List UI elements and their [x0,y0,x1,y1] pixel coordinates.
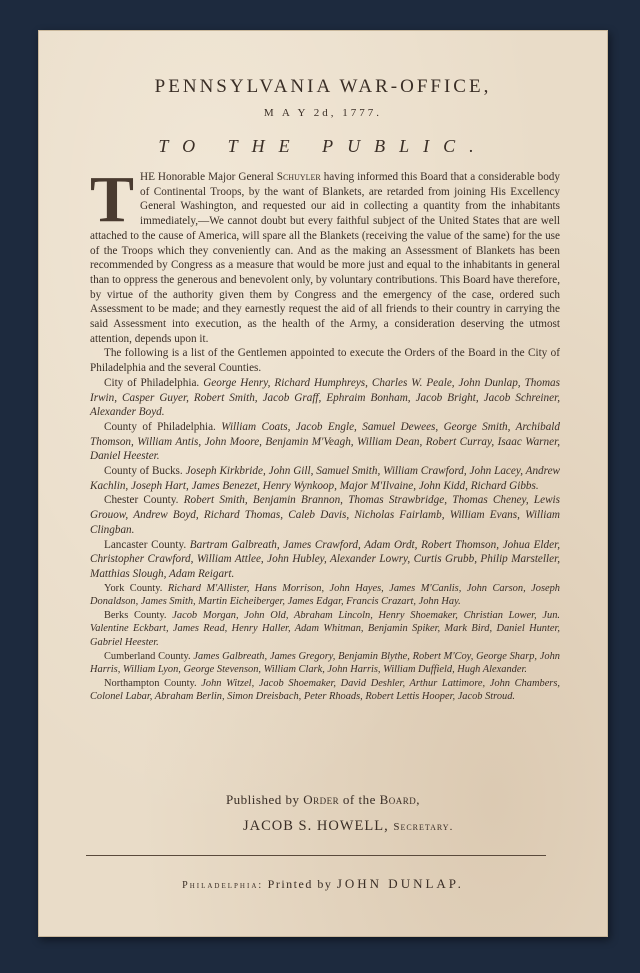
county-entry [90,582,560,609]
county-name: York County. [104,582,163,594]
county-entry [90,464,560,493]
county-entry [90,493,560,537]
imprint-printer: JOHN DUNLAP. [336,876,464,891]
board-word: Board, [379,792,421,807]
order-word: Order [303,792,340,807]
published-prefix: Published by [225,792,304,807]
county-members: Bartram Galbreath, James Crawford, Adam Ordt, Robert Thomson, Johua Elder, Christopher Crawford, William Attlee, John Hubley, Alexander Lowry, Curtis Grubb, Philip Marsteller, Matthias Slough, Adam Reigart. [90,538,561,580]
county-name: Cumberland County. [104,650,191,662]
secretary-title: Secretary. [393,821,454,833]
county-members: George Henry, Richard Humphreys, Charles W. Peale, John Dunlap, Thomas Irwin, Casper Guyer, Robert Smith, Jacob Graff, Ephraim Bonham, Jacob Bright, Jacob Schreiner, Alexander Boyd. [90,376,561,419]
county-name: County of Philadelphia. [104,420,216,433]
divider [86,855,546,856]
published-middle: of the [339,792,380,807]
county-members: Joseph Kirkbride, John Gill, Samuel Smith, William Crawford, John Lacey, Andrew Kachlin, Joseph Hart, James Benezet, Henry Wynkoop, Major M'Ilvaine, John Kidd, Richard Gibbs. [90,465,561,492]
imprint-line [38,876,608,892]
imprint-printed-by: Printed by [263,877,337,891]
salutation: TO THE PUBLIC. [158,136,488,156]
county-name: City of Philadelphia. [104,376,200,389]
county-entry [90,677,560,704]
county-members: Robert Smith, Benjamin Brannon, Thomas Strawbridge, Thomas Cheney, Lewis Grouow, Andrew Boyd, Richard Thomas, Caleb Davis, Nicholas Fairlamb, William Evans, William Clingban. [90,494,560,536]
notice-paragraph-rest: having informed this Board that a considerable body of Continental Troops, by the want of Blankets, are retarded from joining His Excellency General Washington, and requested our aid in collecting a quantity from the inhabitants immediately,—We cannot doubt but every faithful subject of the United States that are well attached to the cause of America, will spare all the Blankets (receiving the value of the same) for the use of the Troops which they conveniently can. And as the making an Assessment of Blankets has been recommended by Congress as a measure that would be more just and equal to the inhabitants in general than to oppress the generous and benevolent only, by voluntary contributions. This Board have therefore, by virtue of the authority given them by Congress and the emergency of the case, ordered such Assessment to be made; and they earnestly request the aid of all friends to their country in carrying the said Assessment into execution, as the health of the Army, a consideration deserving the utmost attention, depends upon it. [90,171,560,345]
signature-line [243,818,453,835]
county-members: Jacob Morgan, John Old, Abraham Lincoln, Henry Shoemaker, Christian Lower, Jun. Valentine Eckbart, James Read, Henry Haller, Adam Whitman, Benjamin Spiker, Mark Bird, Daniel Hunter, Gabriel Heester. [90,609,560,649]
imprint-city: Philadelphia: [182,880,264,891]
county-entry [90,420,560,464]
county-members: Richard M'Allister, Hans Morrison, John Hayes, James M'Canlis, John Carson, Joseph Donaldson, James Smith, Martin Eicheiberger, James Edgar, Francis Crazart, John Hay. [90,582,560,608]
secretary-name: JACOB S. HOWELL, [243,818,389,834]
county-entry [90,538,560,582]
county-members: James Galbreath, James Gregory, Benjamin Blythe, Robert M'Coy, George Sharp, John Harris, William Lyon, George Stevenson, William Clark, John Harris, William Duffield, Hugh Alexander. [90,650,560,676]
notice-paragraph [90,163,560,346]
notice-body [90,163,561,704]
broadside-sheet [38,30,608,937]
published-line [38,792,608,808]
county-members: William Coats, Jacob Engle, Samuel Dewees, George Smith, Archibald Thomson, William Antis, John Moore, Benjamin M'Veagh, William Dean, Robert Curray, Isaac Warner, Daniel Heester. [90,420,560,463]
drop-cap: T [90,163,135,236]
county-entry [90,609,560,650]
county-members: John Witzel, Jacob Shoemaker, David Deshler, Arthur Lattimore, John Chambers, Colonel Labar, Abraham Berlin, Simon Dreisbach, Peter Rhoads, Robert Lettis Hooper, Jacob Stroud. [90,677,560,703]
county-entry [90,376,560,420]
page-title: PENNSYLVANIA WAR-OFFICE, [154,76,492,97]
county-name: Berks County. [104,609,167,621]
county-list [90,376,560,704]
list-intro: The following is a list of the Gentlemen appointed to execute the Orders of the Board in the City of Philadelphia and the several Counties. [90,347,560,375]
county-entry [90,650,560,677]
county-name: Chester County. [104,494,179,507]
county-name: County of Bucks. [104,465,183,478]
general-name: Schuyler [276,171,321,183]
notice-opening: HE Honorable Major General [140,171,277,183]
date-line: M A Y 2d, 1777. [263,107,383,119]
county-name: Northampton County. [104,677,197,689]
county-name: Lancaster County. [104,538,187,551]
